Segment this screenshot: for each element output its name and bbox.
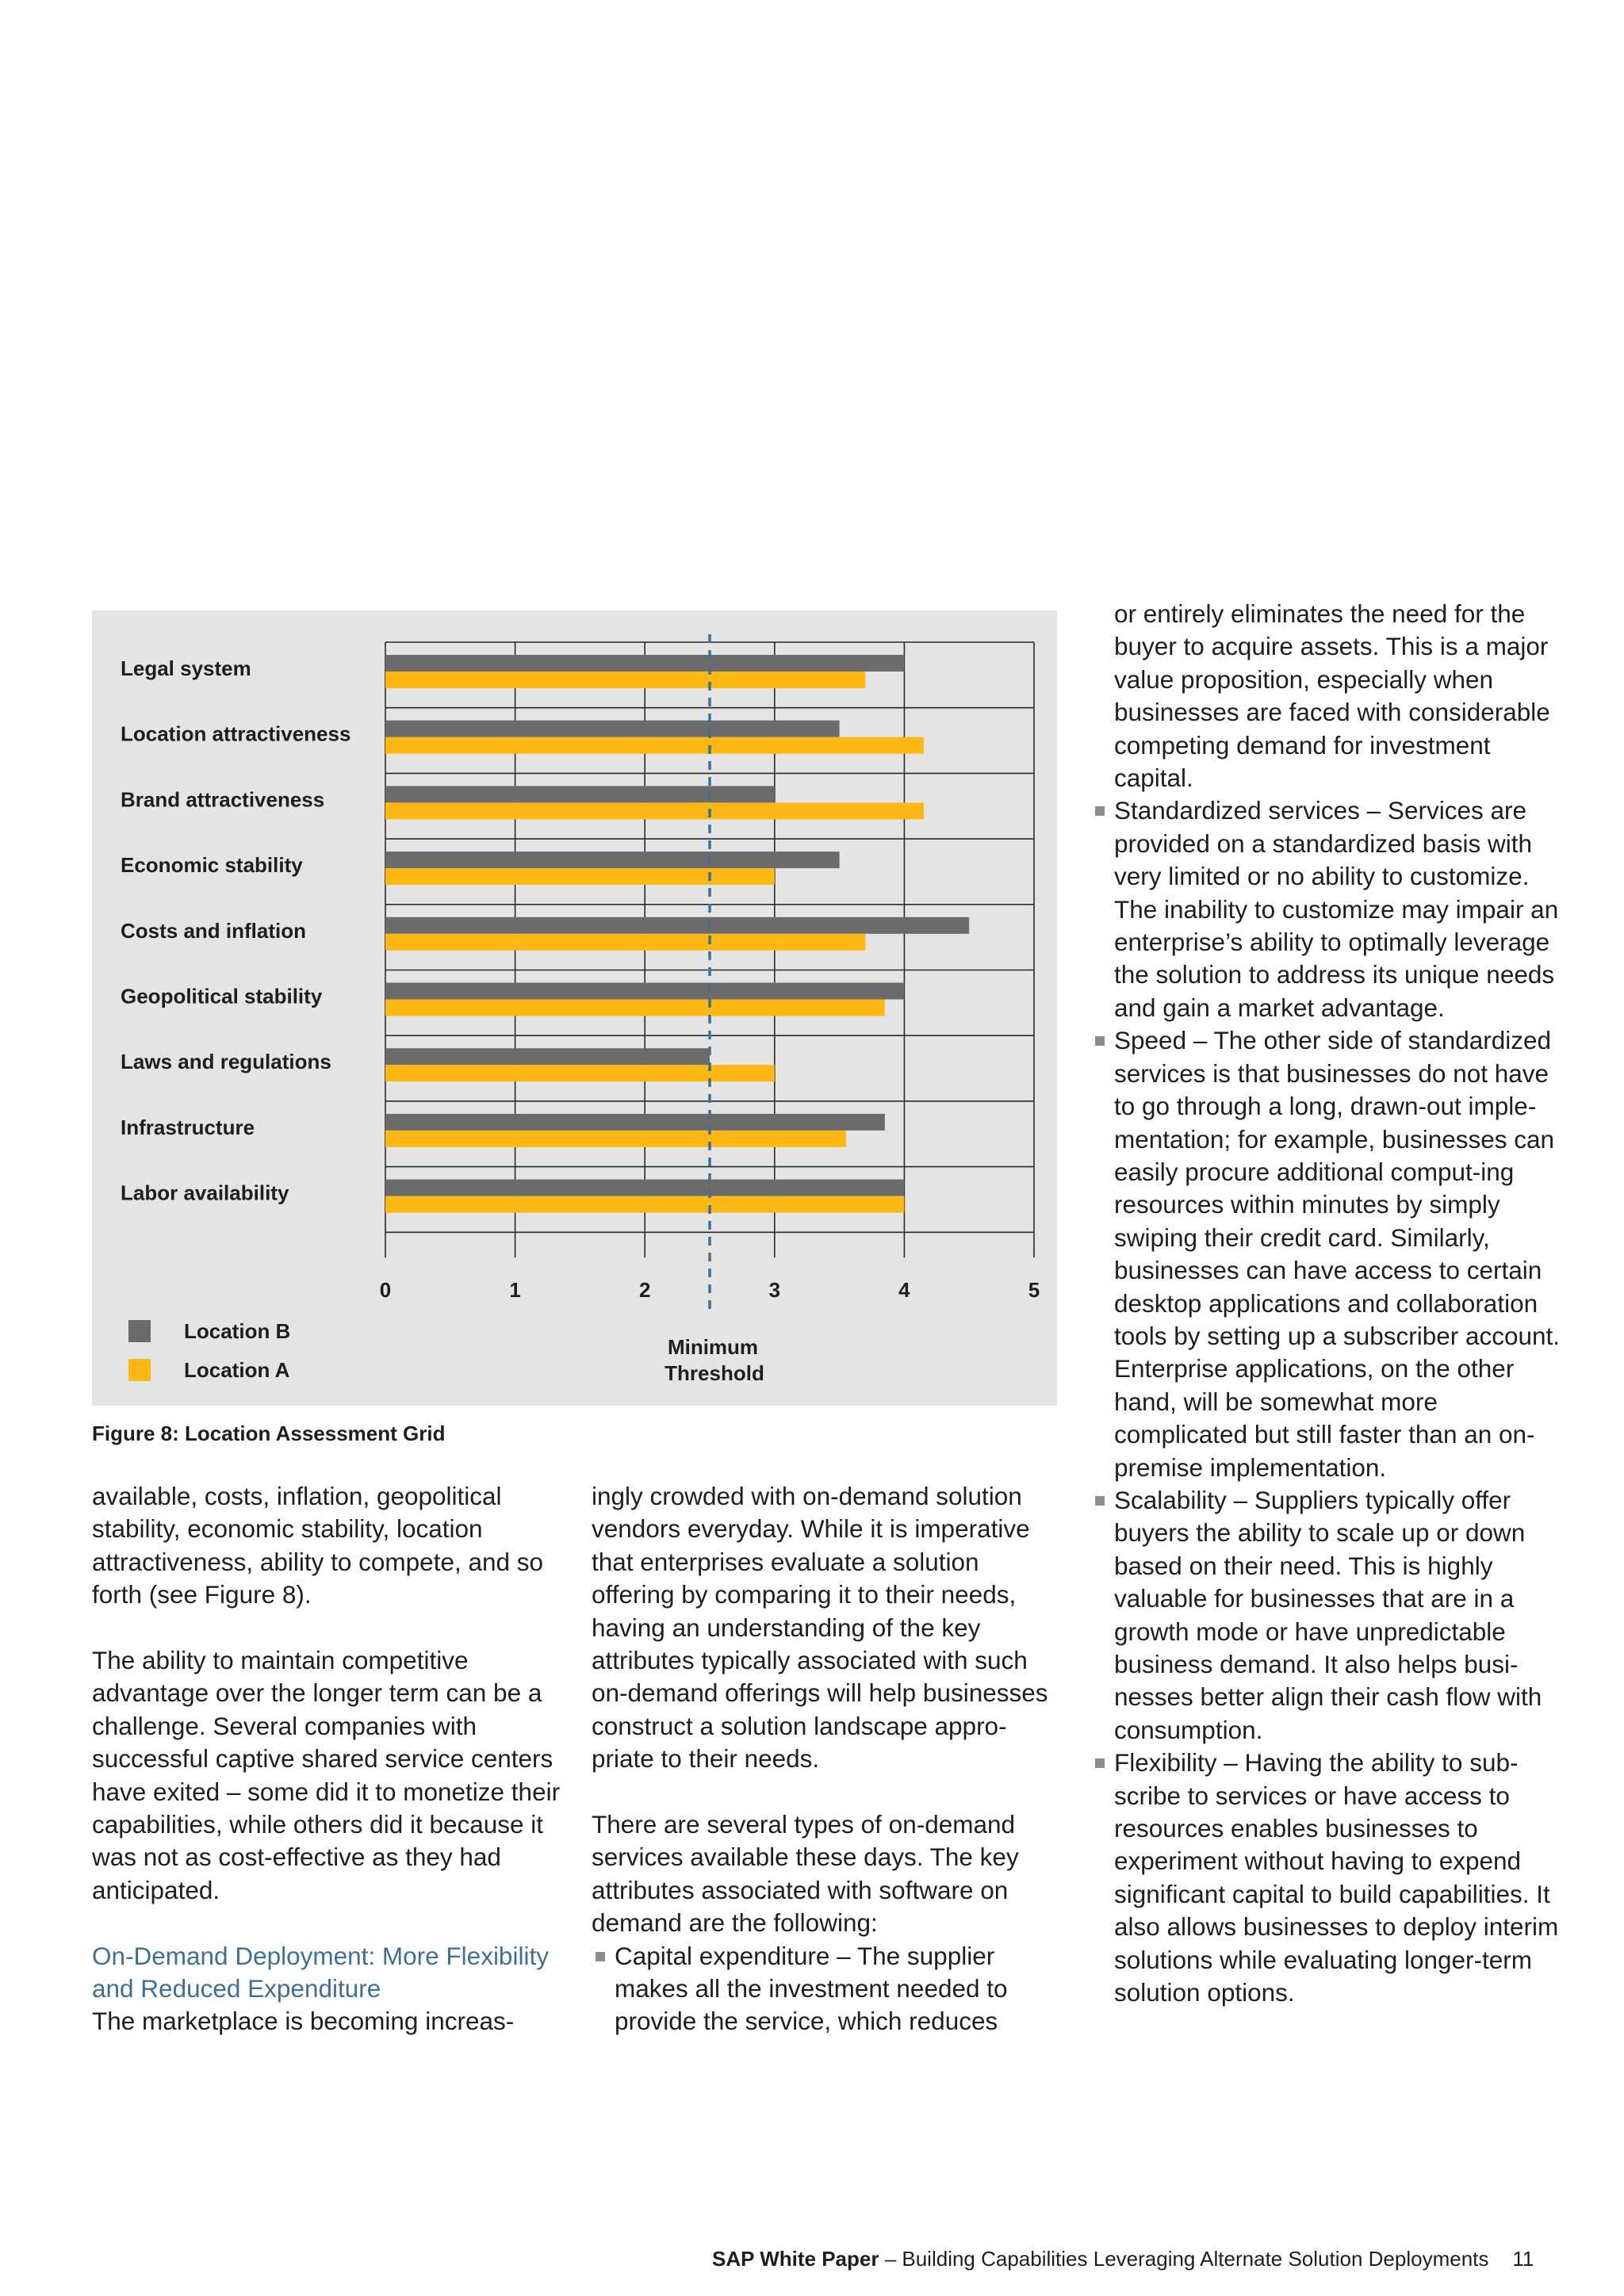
bullet-scalability: Scalability – Suppliers typically offer buyers the ability to scale up or down based on their need. This is highly valuable for businesses that are in a growth mode or have unpredictable business demand. It also helps busi-nesses better align their cash flow with consumption. [1091, 1484, 1567, 1747]
bar-location-a [385, 1065, 775, 1081]
x-tick-label: 1 [509, 1278, 521, 1302]
category-label: Infrastructure [121, 1115, 255, 1139]
text-column-2 [592, 1480, 1067, 2038]
category-label: Costs and inflation [121, 918, 306, 943]
x-tick-label: 0 [379, 1278, 392, 1302]
legend-label-location-b: Location B [184, 1319, 291, 1343]
x-tick-label: 5 [1028, 1278, 1040, 1302]
bar-location-b [385, 983, 904, 1000]
figure-caption: Figure 8: Location Assessment Grid [92, 1422, 446, 1445]
category-label: Location attractiveness [121, 721, 351, 746]
footer-brand: SAP White Paper [712, 2247, 879, 2271]
threshold-label-line1: Minimum [667, 1335, 759, 1359]
bar-location-a [385, 802, 924, 819]
category-label: Labor availability [121, 1181, 289, 1205]
bar-location-a [385, 672, 865, 688]
bullet-standardized-services: Standardized services – Services are provided on a standardized basis with very limited or no ability to customize. The inability to customize may impair an enterprise’s ability to optimally leverage the solution to address its unique needs and gain a market advantage. [1091, 794, 1567, 1024]
section-heading: On-Demand Deployment: More Flexibility and Reduced Expenditure [92, 1941, 549, 2003]
bar-location-b [385, 1114, 885, 1131]
bar-location-b [385, 655, 904, 672]
text-column-3 [1091, 598, 1567, 2009]
bar-location-b [385, 786, 775, 802]
footer-title: – Building Capabilities Leveraging Alternate Solution Deployments [879, 2247, 1489, 2271]
bar-location-b [385, 1180, 904, 1196]
bar-location-a [385, 934, 865, 951]
category-label: Brand attractiveness [121, 787, 325, 812]
col1-paragraph-1: available, costs, inflation, geopolitical stability, economic stability, location attractiveness, ability to compete, and so forth (see Figure 8). [92, 1482, 544, 1609]
col1-paragraph-2: The ability to maintain competitive advantage over the longer term can be a challenge. Several companies with successful captive shared service centers have exited – some did it to monetize their capabilities, while others did it because it was not as cost-effective as they had anticipated. [92, 1646, 561, 1904]
col3-bullet-list [1091, 794, 1567, 2009]
threshold-label-line2: Threshold [665, 1361, 764, 1385]
location-assessment-chart [92, 610, 1057, 1406]
col2-paragraph-1: ingly crowded with on-demand solution vendors everyday. While it is imperative that enterprises evaluate a solution offering by comparing it to their needs, having an understanding of the key attributes typically associated with such on-demand offerings will help businesses construct a solution landscape appro-priate to their needs. [592, 1482, 1048, 1774]
col2-paragraph-2: There are several types of on-demand services available these days. The key attributes associated with software on demand are the following: [592, 1810, 1019, 1938]
category-label: Laws and regulations [121, 1050, 331, 1074]
bullet-flexibility: Flexibility – Having the ability to sub-scribe to services or have access to resources enables businesses to experiment without having to expend significant capital to build capabilities. It also allows businesses to deploy interim solutions while evaluating longer-term solution options. [1091, 1747, 1567, 2009]
legend-swatch-location-b [128, 1320, 151, 1342]
bar-location-a [385, 1196, 904, 1213]
col1-paragraph-3: The marketplace is becoming increas- [92, 2007, 515, 2036]
col3-paragraph-1: or entirely eliminates the need for the buyer to acquire assets. This is a major value proposition, especially when businesses are faced with considerable competing demand for investment capital. [1114, 599, 1550, 793]
category-label: Economic stability [121, 853, 303, 878]
bar-location-a [385, 737, 924, 754]
bullet-capital-expenditure: Capital expenditure – The supplier makes all the investment needed to provide the service, which reduces [592, 1940, 1067, 2038]
bar-location-b [385, 1048, 710, 1065]
col2-bullet-list [592, 1940, 1067, 2038]
bar-location-b [385, 851, 840, 868]
bar-location-b [385, 917, 969, 934]
text-column-1 [92, 1480, 568, 2038]
bar-location-a [385, 1131, 846, 1147]
category-label: Geopolitical stability [121, 984, 323, 1008]
x-tick-label: 4 [898, 1278, 910, 1302]
chart-svg [92, 610, 1057, 1406]
page-number: 11 [1512, 2247, 1534, 2271]
x-tick-label: 3 [768, 1278, 781, 1302]
legend-swatch-location-a [128, 1359, 151, 1381]
bar-location-a [385, 1000, 885, 1016]
x-tick-label: 2 [638, 1278, 651, 1302]
legend-label-location-a: Location A [184, 1358, 290, 1382]
page-footer [712, 2247, 1534, 2271]
category-label: Legal system [121, 656, 251, 680]
bullet-speed: Speed – The other side of standardized services is that businesses do not have to go through a long, drawn-out imple-mentation; for example, businesses can easily procure additional comput-ing resources within minutes by simply swiping their credit card. Similarly, businesses can have access to certain desktop applications and collaboration tools by setting up a subscriber account. Enterprise applications, on the other hand, will be somewhat more complicated but still faster than an on-premise implementation. [1091, 1024, 1567, 1484]
bar-location-a [385, 868, 775, 885]
bar-location-b [385, 721, 840, 737]
